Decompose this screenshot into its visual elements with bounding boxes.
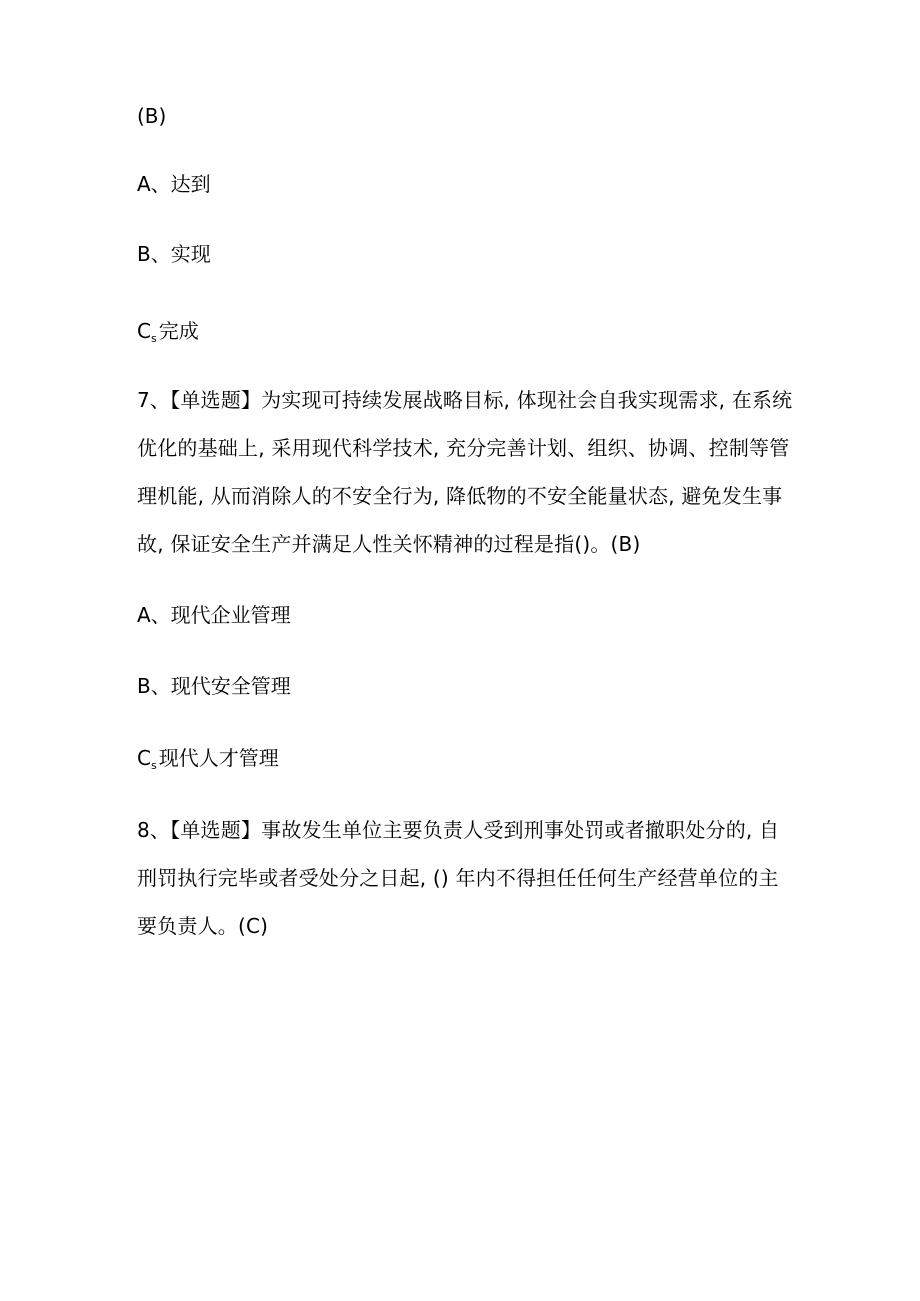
q6-option-c-text: 完成 (158, 319, 199, 343)
q7-option-c-text: 现代人才管理 (158, 746, 279, 770)
q8-stem-line-1: 8、【单选题】事故发生单位主要负责人受到刑事处罚或者撤职处分的, 自 (137, 818, 780, 842)
q7-stem-line-1: 7、【单选题】为实现可持续发展战略目标, 体现社会自我实现需求, 在系统 (137, 388, 793, 412)
q7-stem-line-4: 故, 保证安全生产并满足人性关怀精神的过程是指()。(B) (137, 532, 641, 556)
q7-option-b: B、现代安全管理 (137, 674, 291, 698)
q7-stem-line-3: 理机能, 从而消除人的不安全行为, 降低物的不安全能量状态, 避免发生事 (137, 484, 783, 508)
q6-option-b: B、实现 (137, 242, 211, 266)
q6-option-a: A、达到 (137, 172, 211, 196)
q7-option-c (137, 744, 279, 776)
q6-option-c-subscript: s (150, 332, 157, 345)
q7-option-a: A、现代企业管理 (137, 603, 291, 627)
q6-option-c (137, 317, 199, 349)
q6-option-c-letter: C (137, 319, 151, 343)
q8-stem-line-2: 刑罚执行完毕或者受处分之日起, () 年内不得担任任何生产经营单位的主 (137, 866, 779, 890)
previous-answer: (B) (137, 104, 167, 128)
q7-option-c-letter: C (137, 746, 151, 770)
q8-stem-line-3: 要负责人。(C) (137, 914, 269, 938)
q7-option-c-subscript: s (150, 759, 157, 772)
q7-stem-line-2: 优化的基础上, 采用现代科学技术, 充分完善计划、组织、协调、控制等管 (137, 436, 790, 460)
